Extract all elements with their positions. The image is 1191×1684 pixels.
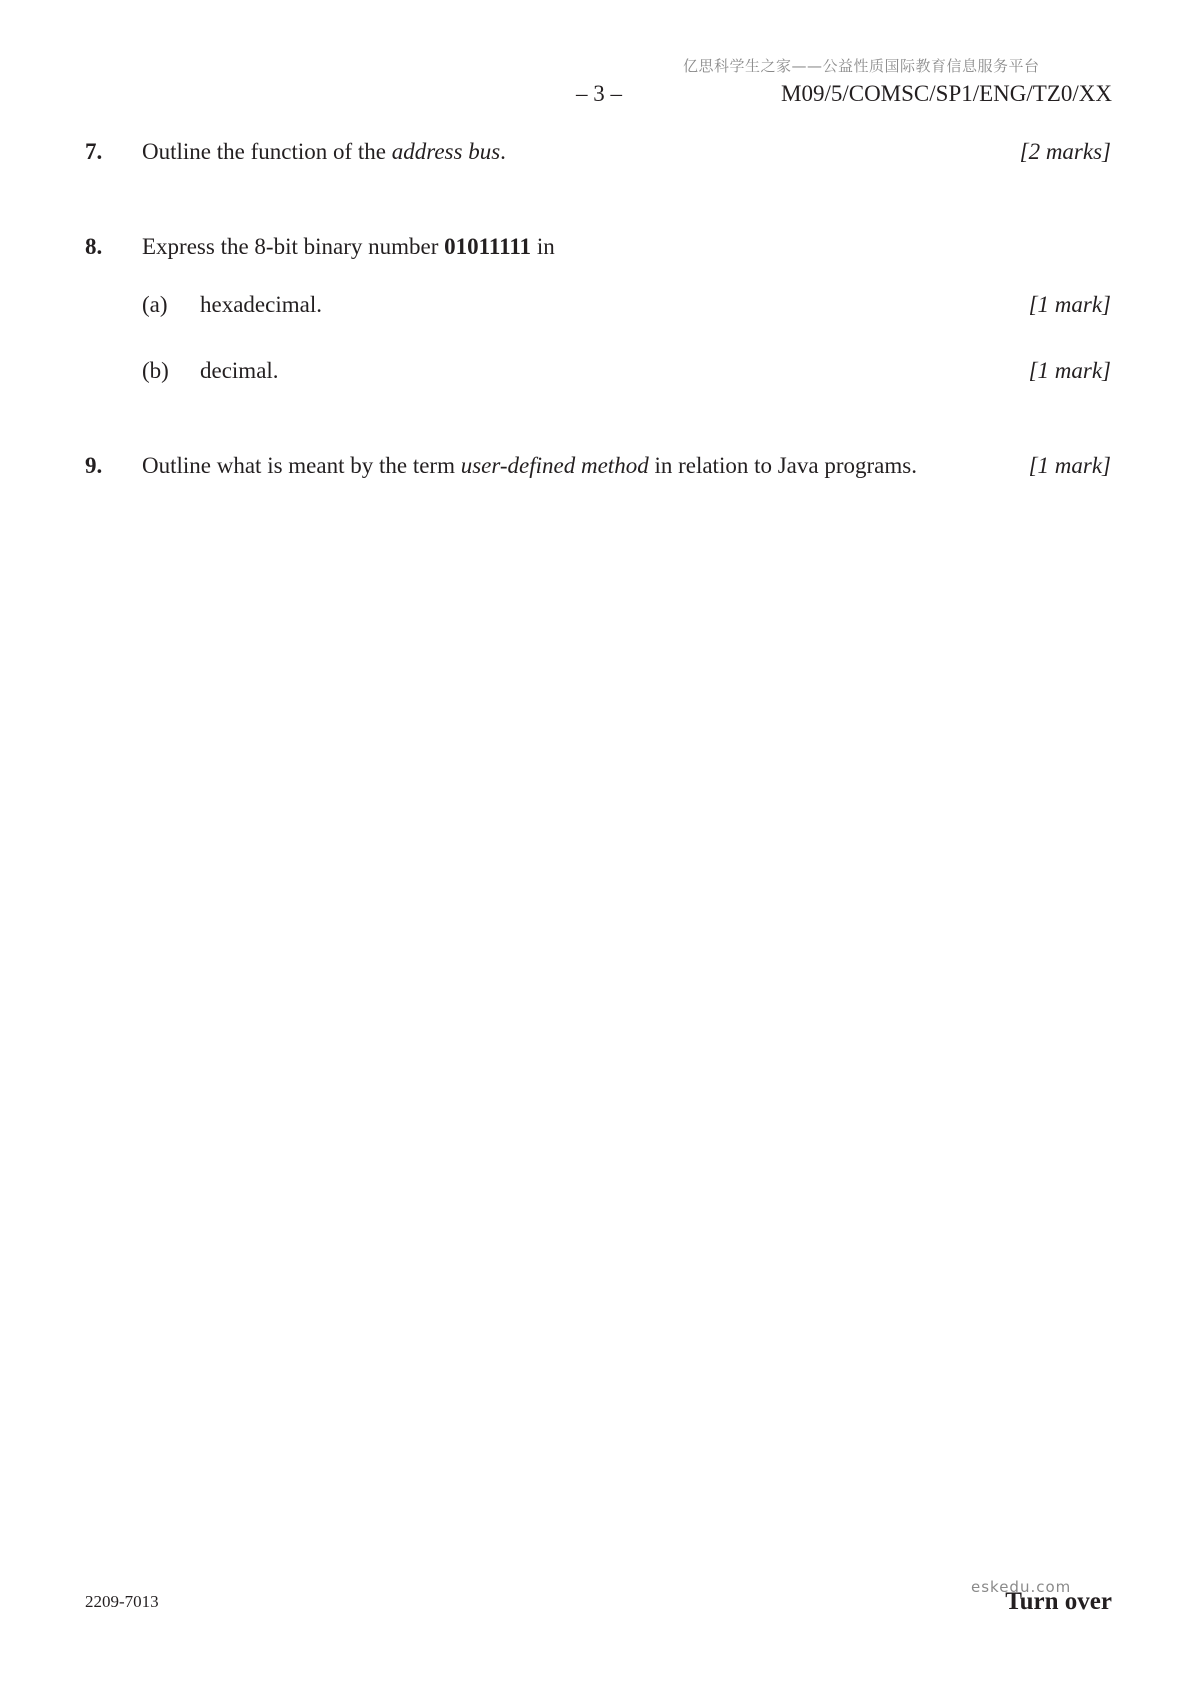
watermark-bottom: eskedu.com xyxy=(971,1578,1072,1596)
page-number: – 3 – xyxy=(576,81,622,106)
question-8-text xyxy=(142,234,555,260)
question-8a-label: (a) xyxy=(142,292,168,317)
question-7-text xyxy=(142,139,506,165)
question-8-text-after: in xyxy=(531,234,555,259)
question-8b-marks: [1 mark] xyxy=(1028,358,1111,383)
question-8a-text: hexadecimal. xyxy=(200,292,322,317)
question-8b-text: decimal. xyxy=(200,358,279,383)
question-7-number: 7. xyxy=(85,139,103,164)
question-9-term: user-defined method xyxy=(460,453,649,478)
question-8a-marks: [1 mark] xyxy=(1028,292,1111,317)
question-7-text-after: . xyxy=(500,139,506,164)
question-8-number: 8. xyxy=(85,234,103,259)
question-9-text-after: in relation to Java programs. xyxy=(648,453,917,478)
question-7-marks: [2 marks] xyxy=(1019,139,1111,164)
question-9-number: 9. xyxy=(85,453,103,478)
question-7-text-before: Outline the function of the xyxy=(142,139,392,164)
paper-code: M09/5/COMSC/SP1/ENG/TZ0/XX xyxy=(781,81,1112,106)
question-8-text-before: Express the 8-bit binary number xyxy=(142,234,445,259)
turn-over: Turn over xyxy=(1005,1588,1112,1615)
question-9-marks: [1 mark] xyxy=(1028,453,1111,478)
watermark-top: 亿思科学生之家——公益性质国际教育信息服务平台 xyxy=(683,57,1040,75)
question-8b-label: (b) xyxy=(142,358,169,383)
question-8-binary-number: 01011111 xyxy=(444,234,532,259)
question-9-text xyxy=(142,453,917,479)
question-7-term: address bus xyxy=(391,139,501,164)
question-9-text-before: Outline what is meant by the term xyxy=(142,453,461,478)
footer-code: 2209-7013 xyxy=(85,1592,159,1611)
